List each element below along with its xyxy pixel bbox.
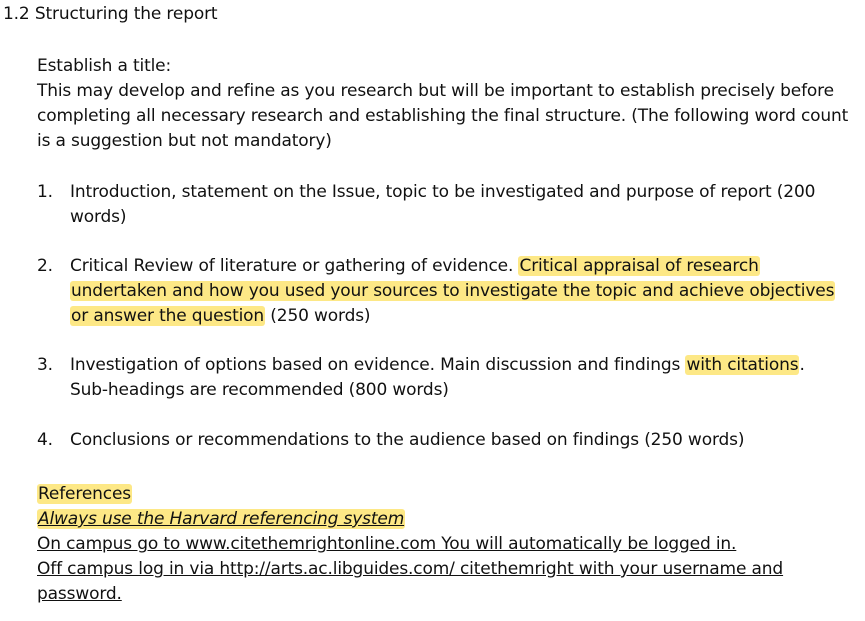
- references-block: [37, 482, 817, 607]
- list-item-text: [70, 254, 847, 329]
- list-item-text-suffix: . Sub-headings are recommended (800 words): [70, 355, 805, 400]
- list-item: [37, 254, 847, 329]
- references-heading: [37, 482, 132, 507]
- list-item-text: [70, 353, 847, 403]
- list-number: 2.: [37, 256, 53, 276]
- list-item-text-plain: Investigation of options based on evidence. Main discussion and findings: [70, 355, 686, 375]
- highlighted-text: Critical appraisal of research undertaken and how you used your sources to investigate the topic and achieve objectives or answer the question: [71, 256, 835, 326]
- list-number: 3.: [37, 355, 53, 375]
- harvard-highlight: Always use the Harvard referencing system: [38, 509, 405, 529]
- harvard-instruction: [37, 507, 817, 532]
- section-heading: 1.2 Structuring the report: [3, 4, 218, 24]
- on-campus-link[interactable]: On campus go to www.citethemrightonline.com You will automatically be logged in.: [37, 534, 737, 554]
- highlighted-text: with citations: [686, 355, 799, 375]
- list-number: 1.: [37, 182, 53, 202]
- list-item: [37, 428, 847, 453]
- list-item-text: Introduction, statement on the Issue, topic to be investigated and purpose of report (200 words): [70, 182, 816, 227]
- intro-paragraph: This may develop and refine as you research but will be important to establish precisely before completing all necessary research and establishing the final structure. (The following word count is a suggestion but not mandatory): [37, 81, 849, 151]
- list-item-text-plain: Critical Review of literature or gathering of evidence.: [70, 256, 519, 276]
- list-item: [37, 353, 847, 403]
- list-number: 4.: [37, 430, 53, 450]
- list-item: [37, 180, 847, 230]
- list-item-text-suffix: (250 words): [265, 306, 371, 326]
- references-heading-highlight: References: [38, 484, 131, 504]
- intro-block: [37, 54, 852, 154]
- list-item-text: Conclusions or recommendations to the audience based on findings (250 words): [70, 430, 745, 450]
- title-instruction: Establish a title:: [37, 56, 172, 76]
- off-campus-link[interactable]: Off campus log in via http://arts.ac.libguides.com/ citethemright with your username and password.: [37, 559, 784, 604]
